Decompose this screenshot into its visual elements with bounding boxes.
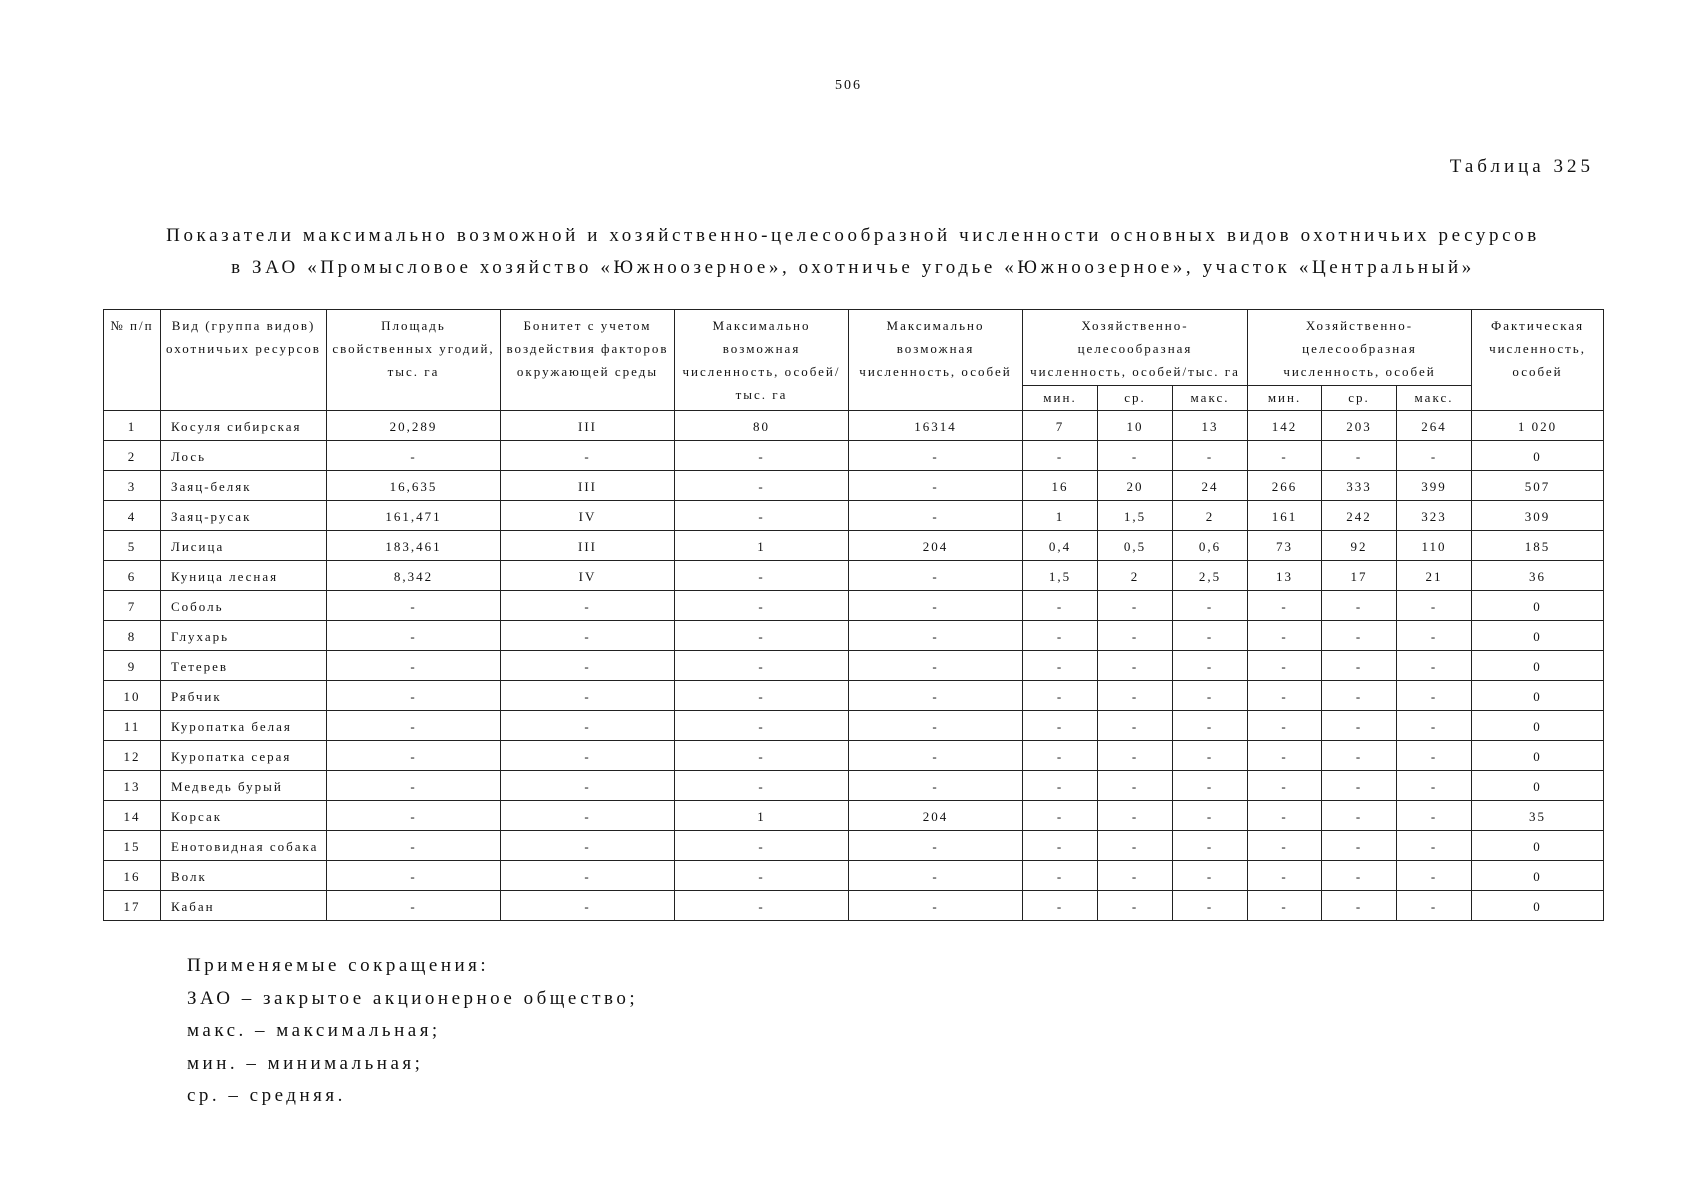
note-item: ср. – средняя. bbox=[187, 1085, 346, 1106]
cell-density-max: - bbox=[1173, 681, 1248, 711]
cell-bonitet: IV bbox=[501, 501, 675, 531]
cell-density-min: - bbox=[1023, 891, 1098, 921]
cell-num: 11 bbox=[104, 711, 161, 741]
note-item: ЗАО – закрытое акционерное общество; bbox=[187, 987, 639, 1009]
header-econ-density: Хозяйственно-целесообразная численность, особей/тыс. га bbox=[1023, 310, 1248, 386]
header-num: № п/п bbox=[104, 310, 161, 411]
cell-max-count: - bbox=[849, 651, 1023, 681]
cell-max-density: - bbox=[675, 561, 849, 591]
cell-count-max: 21 bbox=[1397, 561, 1472, 591]
table-row bbox=[104, 591, 1604, 621]
cell-actual: 0 bbox=[1472, 771, 1604, 801]
cell-count-min: - bbox=[1248, 891, 1322, 921]
cell-num: 9 bbox=[104, 651, 161, 681]
cell-max-density: - bbox=[675, 861, 849, 891]
cell-max-count: - bbox=[849, 471, 1023, 501]
table-row bbox=[104, 711, 1604, 741]
cell-density-max: 13 bbox=[1173, 411, 1248, 441]
cell-actual: 185 bbox=[1472, 531, 1604, 561]
cell-area: 16,635 bbox=[327, 471, 501, 501]
cell-density-min: - bbox=[1023, 621, 1098, 651]
note-item: мин. – минимальная; bbox=[187, 1052, 424, 1074]
cell-max-count: - bbox=[849, 561, 1023, 591]
hunting-resources-table bbox=[103, 309, 1604, 921]
header-max-density: Максимально возможная численность, особей/тыс. га bbox=[675, 310, 849, 411]
cell-max-count: - bbox=[849, 741, 1023, 771]
cell-bonitet: - bbox=[501, 681, 675, 711]
cell-count-max: - bbox=[1397, 891, 1472, 921]
cell-actual: 0 bbox=[1472, 621, 1604, 651]
cell-density-avg: - bbox=[1098, 441, 1173, 471]
cell-density-avg: 2 bbox=[1098, 561, 1173, 591]
cell-max-density: 1 bbox=[675, 531, 849, 561]
cell-density-avg: - bbox=[1098, 831, 1173, 861]
cell-count-min: 161 bbox=[1248, 501, 1322, 531]
cell-count-avg: - bbox=[1322, 771, 1397, 801]
cell-density-max: 2 bbox=[1173, 501, 1248, 531]
cell-bonitet: - bbox=[501, 801, 675, 831]
cell-species: Рябчик bbox=[161, 681, 327, 711]
cell-bonitet: IV bbox=[501, 561, 675, 591]
cell-actual: 35 bbox=[1472, 801, 1604, 831]
table-row bbox=[104, 831, 1604, 861]
cell-count-avg: - bbox=[1322, 801, 1397, 831]
cell-density-avg: 0,5 bbox=[1098, 531, 1173, 561]
table-row bbox=[104, 411, 1604, 441]
cell-species: Тетерев bbox=[161, 651, 327, 681]
cell-density-max: 0,6 bbox=[1173, 531, 1248, 561]
cell-count-min: - bbox=[1248, 831, 1322, 861]
cell-count-max: - bbox=[1397, 771, 1472, 801]
cell-max-density: - bbox=[675, 621, 849, 651]
cell-density-avg: - bbox=[1098, 681, 1173, 711]
cell-count-avg: - bbox=[1322, 711, 1397, 741]
cell-count-min: - bbox=[1248, 651, 1322, 681]
cell-actual: 0 bbox=[1472, 591, 1604, 621]
cell-count-avg: 203 bbox=[1322, 411, 1397, 441]
cell-species: Заяц-беляк bbox=[161, 471, 327, 501]
cell-max-count: - bbox=[849, 891, 1023, 921]
cell-species: Кабан bbox=[161, 891, 327, 921]
cell-density-avg: 20 bbox=[1098, 471, 1173, 501]
cell-density-min: - bbox=[1023, 441, 1098, 471]
cell-actual: 309 bbox=[1472, 501, 1604, 531]
cell-density-max: - bbox=[1173, 861, 1248, 891]
cell-max-density: - bbox=[675, 471, 849, 501]
cell-max-density: - bbox=[675, 651, 849, 681]
cell-area: - bbox=[327, 891, 501, 921]
cell-max-density: - bbox=[675, 591, 849, 621]
header-bonitet: Бонитет с учетом воздействия факторов окружающей среды bbox=[501, 310, 675, 411]
cell-density-min: 7 bbox=[1023, 411, 1098, 441]
cell-count-max: - bbox=[1397, 681, 1472, 711]
cell-num: 8 bbox=[104, 621, 161, 651]
cell-density-max: - bbox=[1173, 741, 1248, 771]
cell-density-max: 24 bbox=[1173, 471, 1248, 501]
cell-bonitet: - bbox=[501, 891, 675, 921]
cell-area: - bbox=[327, 711, 501, 741]
cell-count-max: 110 bbox=[1397, 531, 1472, 561]
cell-bonitet: III bbox=[501, 471, 675, 501]
cell-species: Глухарь bbox=[161, 621, 327, 651]
cell-area: - bbox=[327, 771, 501, 801]
cell-max-density: - bbox=[675, 711, 849, 741]
cell-actual: 0 bbox=[1472, 831, 1604, 861]
cell-density-avg: 1,5 bbox=[1098, 501, 1173, 531]
cell-num: 17 bbox=[104, 891, 161, 921]
table-body bbox=[104, 411, 1604, 921]
table-row bbox=[104, 471, 1604, 501]
cell-count-avg: - bbox=[1322, 891, 1397, 921]
table-row bbox=[104, 561, 1604, 591]
cell-density-min: 1,5 bbox=[1023, 561, 1098, 591]
cell-max-count: - bbox=[849, 501, 1023, 531]
cell-density-max: 2,5 bbox=[1173, 561, 1248, 591]
cell-count-max: 323 bbox=[1397, 501, 1472, 531]
cell-density-max: - bbox=[1173, 651, 1248, 681]
cell-max-density: 80 bbox=[675, 411, 849, 441]
cell-area: 183,461 bbox=[327, 531, 501, 561]
cell-species: Куропатка серая bbox=[161, 741, 327, 771]
cell-density-max: - bbox=[1173, 591, 1248, 621]
cell-num: 4 bbox=[104, 501, 161, 531]
cell-num: 10 bbox=[104, 681, 161, 711]
cell-actual: 0 bbox=[1472, 891, 1604, 921]
abbreviations-notes bbox=[187, 950, 638, 1113]
cell-max-count: - bbox=[849, 681, 1023, 711]
table-row bbox=[104, 771, 1604, 801]
cell-bonitet: - bbox=[501, 771, 675, 801]
cell-num: 13 bbox=[104, 771, 161, 801]
cell-count-min: - bbox=[1248, 711, 1322, 741]
cell-max-count: - bbox=[849, 621, 1023, 651]
cell-density-min: - bbox=[1023, 771, 1098, 801]
table-header bbox=[104, 310, 1604, 411]
table-row bbox=[104, 861, 1604, 891]
cell-max-count: 16314 bbox=[849, 411, 1023, 441]
cell-count-min: - bbox=[1248, 441, 1322, 471]
cell-count-avg: 333 bbox=[1322, 471, 1397, 501]
cell-count-avg: - bbox=[1322, 681, 1397, 711]
cell-species: Корсак bbox=[161, 801, 327, 831]
cell-max-density: - bbox=[675, 681, 849, 711]
table-title bbox=[103, 220, 1603, 284]
cell-species: Лось bbox=[161, 441, 327, 471]
table-row bbox=[104, 651, 1604, 681]
header-econ-count: Хозяйственно-целесообразная численность, особей bbox=[1248, 310, 1472, 386]
cell-area: - bbox=[327, 831, 501, 861]
cell-count-max: - bbox=[1397, 861, 1472, 891]
cell-actual: 507 bbox=[1472, 471, 1604, 501]
table-row bbox=[104, 741, 1604, 771]
cell-max-count: - bbox=[849, 861, 1023, 891]
cell-count-max: - bbox=[1397, 711, 1472, 741]
header-count-max: макс. bbox=[1397, 386, 1472, 411]
cell-actual: 0 bbox=[1472, 651, 1604, 681]
cell-max-density: - bbox=[675, 441, 849, 471]
cell-density-max: - bbox=[1173, 771, 1248, 801]
table-label: Таблица 325 bbox=[1449, 156, 1594, 177]
cell-bonitet: - bbox=[501, 591, 675, 621]
cell-num: 14 bbox=[104, 801, 161, 831]
cell-num: 12 bbox=[104, 741, 161, 771]
cell-count-avg: 242 bbox=[1322, 501, 1397, 531]
cell-density-min: - bbox=[1023, 801, 1098, 831]
cell-density-avg: - bbox=[1098, 771, 1173, 801]
cell-bonitet: - bbox=[501, 711, 675, 741]
cell-count-max: - bbox=[1397, 591, 1472, 621]
cell-max-density: - bbox=[675, 741, 849, 771]
cell-count-avg: 92 bbox=[1322, 531, 1397, 561]
cell-num: 16 bbox=[104, 861, 161, 891]
cell-count-min: - bbox=[1248, 861, 1322, 891]
note-item: макс. – максимальная; bbox=[187, 1020, 441, 1041]
cell-max-count: 204 bbox=[849, 801, 1023, 831]
cell-max-density: - bbox=[675, 891, 849, 921]
cell-area: - bbox=[327, 861, 501, 891]
cell-density-max: - bbox=[1173, 891, 1248, 921]
cell-count-max: 399 bbox=[1397, 471, 1472, 501]
table-row bbox=[104, 801, 1604, 831]
cell-count-avg: - bbox=[1322, 831, 1397, 861]
cell-max-count: - bbox=[849, 711, 1023, 741]
cell-count-avg: - bbox=[1322, 621, 1397, 651]
cell-max-count: 204 bbox=[849, 531, 1023, 561]
cell-density-avg: - bbox=[1098, 711, 1173, 741]
cell-area: - bbox=[327, 741, 501, 771]
cell-actual: 0 bbox=[1472, 861, 1604, 891]
cell-bonitet: - bbox=[501, 831, 675, 861]
cell-density-min: - bbox=[1023, 861, 1098, 891]
table-row bbox=[104, 441, 1604, 471]
cell-actual: 36 bbox=[1472, 561, 1604, 591]
cell-count-min: - bbox=[1248, 801, 1322, 831]
cell-density-avg: - bbox=[1098, 621, 1173, 651]
cell-density-avg: - bbox=[1098, 891, 1173, 921]
header-density-max: макс. bbox=[1173, 386, 1248, 411]
cell-actual: 0 bbox=[1472, 441, 1604, 471]
cell-density-avg: - bbox=[1098, 591, 1173, 621]
cell-actual: 0 bbox=[1472, 681, 1604, 711]
header-density-min: мин. bbox=[1023, 386, 1098, 411]
cell-species: Соболь bbox=[161, 591, 327, 621]
cell-count-avg: - bbox=[1322, 441, 1397, 471]
cell-num: 1 bbox=[104, 411, 161, 441]
cell-num: 2 bbox=[104, 441, 161, 471]
cell-max-count: - bbox=[849, 591, 1023, 621]
cell-max-density: - bbox=[675, 501, 849, 531]
cell-density-min: - bbox=[1023, 681, 1098, 711]
cell-density-max: - bbox=[1173, 831, 1248, 861]
cell-count-max: - bbox=[1397, 801, 1472, 831]
cell-count-min: 13 bbox=[1248, 561, 1322, 591]
cell-species: Куница лесная bbox=[161, 561, 327, 591]
cell-density-min: - bbox=[1023, 651, 1098, 681]
cell-density-avg: - bbox=[1098, 651, 1173, 681]
cell-num: 15 bbox=[104, 831, 161, 861]
cell-count-avg: 17 bbox=[1322, 561, 1397, 591]
cell-density-max: - bbox=[1173, 621, 1248, 651]
cell-species: Куропатка белая bbox=[161, 711, 327, 741]
cell-species: Заяц-русак bbox=[161, 501, 327, 531]
cell-density-avg: - bbox=[1098, 801, 1173, 831]
cell-density-avg: - bbox=[1098, 861, 1173, 891]
cell-count-avg: - bbox=[1322, 741, 1397, 771]
header-actual: Фактическая численность, особей bbox=[1472, 310, 1604, 411]
cell-count-max: - bbox=[1397, 651, 1472, 681]
cell-max-count: - bbox=[849, 771, 1023, 801]
cell-bonitet: - bbox=[501, 741, 675, 771]
cell-count-max: - bbox=[1397, 831, 1472, 861]
header-count-min: мин. bbox=[1248, 386, 1322, 411]
cell-area: - bbox=[327, 651, 501, 681]
cell-count-max: - bbox=[1397, 621, 1472, 651]
cell-actual: 1 020 bbox=[1472, 411, 1604, 441]
cell-density-min: - bbox=[1023, 591, 1098, 621]
cell-count-min: 142 bbox=[1248, 411, 1322, 441]
cell-bonitet: - bbox=[501, 861, 675, 891]
cell-density-max: - bbox=[1173, 441, 1248, 471]
cell-count-min: - bbox=[1248, 741, 1322, 771]
table-row bbox=[104, 621, 1604, 651]
cell-max-count: - bbox=[849, 441, 1023, 471]
cell-density-min: 16 bbox=[1023, 471, 1098, 501]
cell-bonitet: - bbox=[501, 441, 675, 471]
cell-num: 5 bbox=[104, 531, 161, 561]
cell-count-avg: - bbox=[1322, 591, 1397, 621]
cell-species: Лисица bbox=[161, 531, 327, 561]
cell-bonitet: - bbox=[501, 621, 675, 651]
cell-area: - bbox=[327, 801, 501, 831]
header-density-avg: ср. bbox=[1098, 386, 1173, 411]
cell-area: 161,471 bbox=[327, 501, 501, 531]
cell-actual: 0 bbox=[1472, 741, 1604, 771]
cell-max-density: - bbox=[675, 771, 849, 801]
table-title-line-2: в ЗАО «Промысловое хозяйство «Южноозерное», охотничье угодье «Южноозерное», участок «Центральный» bbox=[231, 257, 1475, 278]
table-row bbox=[104, 531, 1604, 561]
cell-count-avg: - bbox=[1322, 651, 1397, 681]
cell-density-min: - bbox=[1023, 741, 1098, 771]
table-row bbox=[104, 681, 1604, 711]
cell-count-min: - bbox=[1248, 771, 1322, 801]
cell-max-density: - bbox=[675, 831, 849, 861]
cell-count-max: - bbox=[1397, 741, 1472, 771]
cell-species: Волк bbox=[161, 861, 327, 891]
cell-actual: 0 bbox=[1472, 711, 1604, 741]
cell-density-avg: 10 bbox=[1098, 411, 1173, 441]
cell-num: 3 bbox=[104, 471, 161, 501]
cell-bonitet: - bbox=[501, 651, 675, 681]
cell-area: - bbox=[327, 621, 501, 651]
cell-density-avg: - bbox=[1098, 741, 1173, 771]
notes-heading: Применяемые сокращения: bbox=[187, 955, 490, 976]
header-area: Площадь свойственных угодий, тыс. га bbox=[327, 310, 501, 411]
cell-num: 6 bbox=[104, 561, 161, 591]
cell-count-max: 264 bbox=[1397, 411, 1472, 441]
cell-area: - bbox=[327, 441, 501, 471]
header-max-count: Максимально возможная численность, особей bbox=[849, 310, 1023, 411]
table-row bbox=[104, 501, 1604, 531]
cell-density-min: - bbox=[1023, 711, 1098, 741]
cell-density-max: - bbox=[1173, 711, 1248, 741]
cell-species: Косуля сибирская bbox=[161, 411, 327, 441]
cell-species: Медведь бурый bbox=[161, 771, 327, 801]
cell-area: 20,289 bbox=[327, 411, 501, 441]
page-number: 506 bbox=[835, 78, 862, 93]
cell-area: 8,342 bbox=[327, 561, 501, 591]
table-row bbox=[104, 891, 1604, 921]
table-title-line-1: Показатели максимально возможной и хозяйственно-целесообразной численности основных видов охотничьих ресурсов bbox=[166, 225, 1540, 246]
cell-density-min: 1 bbox=[1023, 501, 1098, 531]
cell-max-count: - bbox=[849, 831, 1023, 861]
cell-count-min: 266 bbox=[1248, 471, 1322, 501]
cell-bonitet: III bbox=[501, 411, 675, 441]
cell-density-min: 0,4 bbox=[1023, 531, 1098, 561]
cell-species: Енотовидная собака bbox=[161, 831, 327, 861]
header-species: Вид (группа видов) охотничьих ресурсов bbox=[161, 310, 327, 411]
cell-count-avg: - bbox=[1322, 861, 1397, 891]
cell-density-min: - bbox=[1023, 831, 1098, 861]
header-count-avg: ср. bbox=[1322, 386, 1397, 411]
cell-bonitet: III bbox=[501, 531, 675, 561]
cell-count-min: - bbox=[1248, 591, 1322, 621]
cell-count-min: - bbox=[1248, 621, 1322, 651]
header-row bbox=[104, 310, 1604, 386]
cell-count-min: 73 bbox=[1248, 531, 1322, 561]
cell-area: - bbox=[327, 591, 501, 621]
cell-num: 7 bbox=[104, 591, 161, 621]
cell-count-max: - bbox=[1397, 441, 1472, 471]
cell-max-density: 1 bbox=[675, 801, 849, 831]
cell-count-min: - bbox=[1248, 681, 1322, 711]
cell-density-max: - bbox=[1173, 801, 1248, 831]
cell-area: - bbox=[327, 681, 501, 711]
